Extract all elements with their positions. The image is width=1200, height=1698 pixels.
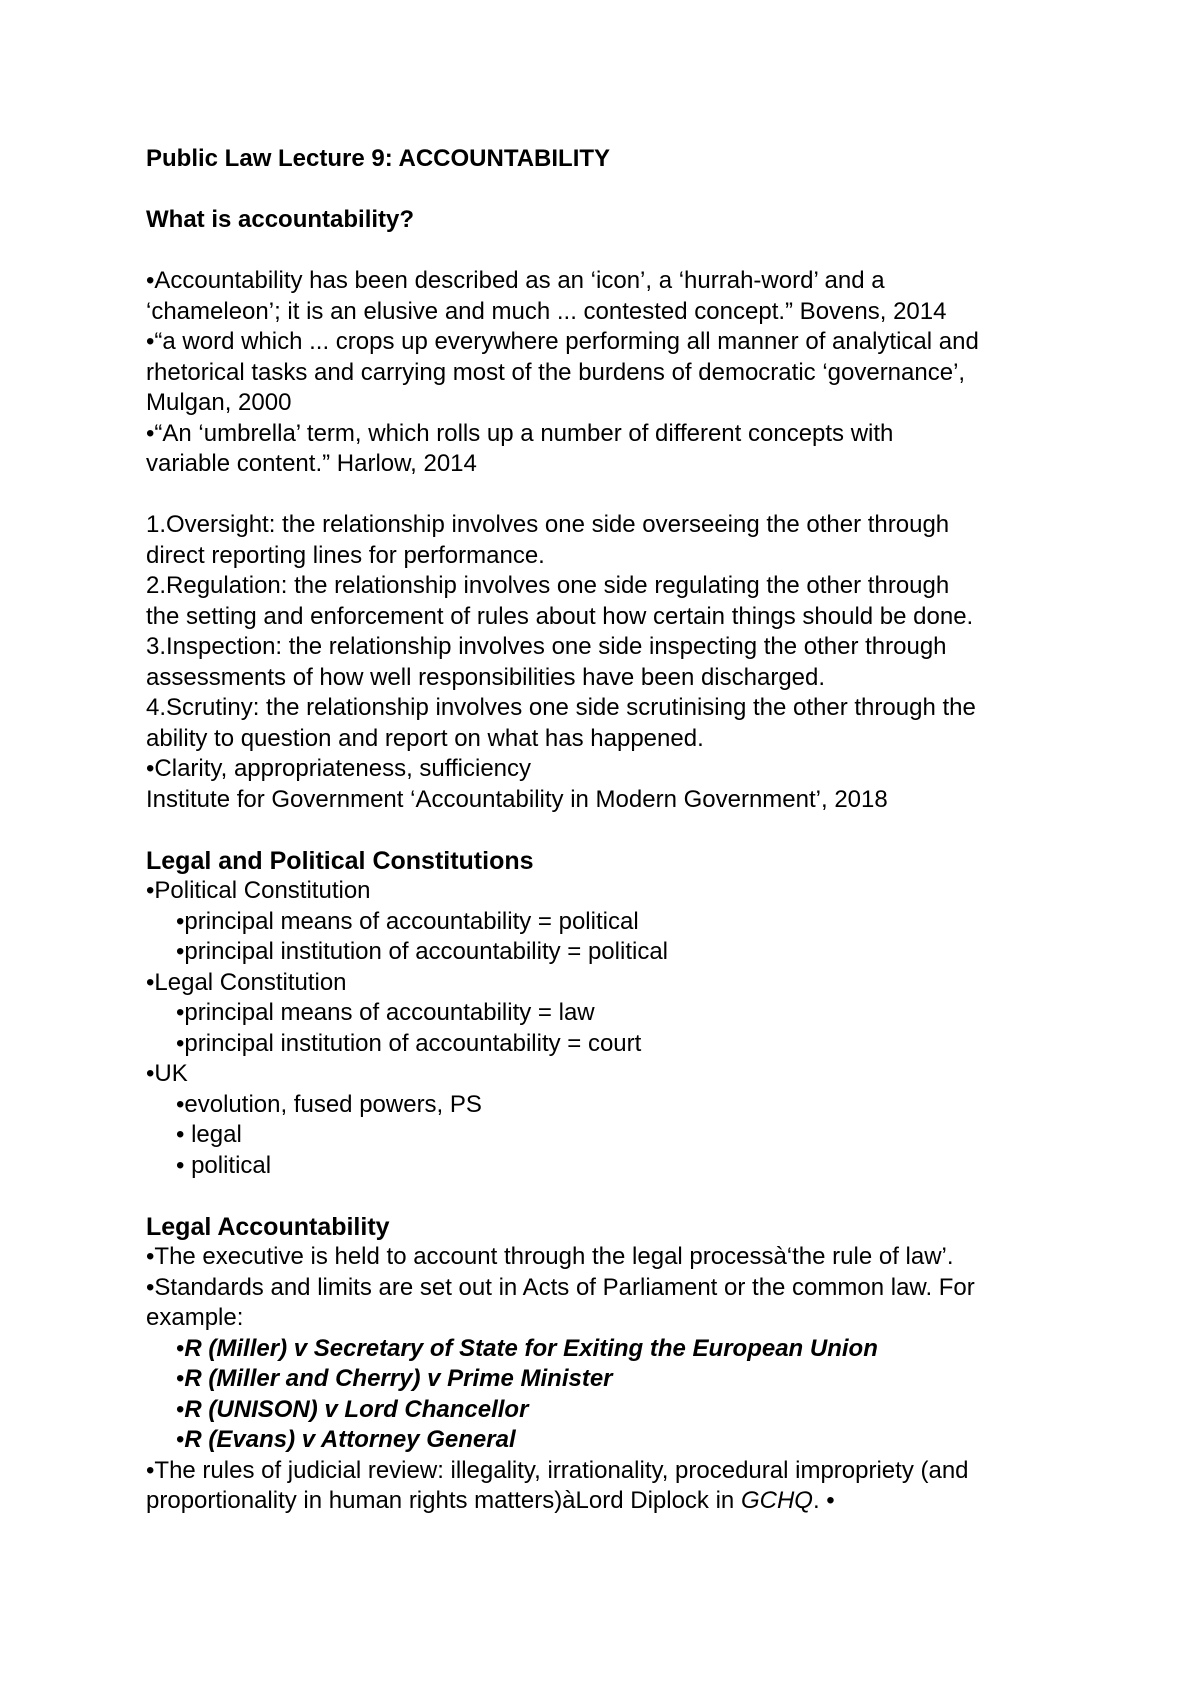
list-item: •Political Constitution — [146, 877, 371, 904]
case-bullet: • — [176, 1426, 185, 1453]
list-subitem: • political — [176, 1151, 272, 1179]
text-line: •“An ‘umbrella’ term, which rolls up a number of different concepts with — [146, 419, 894, 447]
text-line: •The executive is held to account through the legal processà‘the rule of law’. — [146, 1243, 954, 1270]
text-line: rhetorical tasks and carrying most of the burdens of democratic ‘governance’, — [146, 358, 966, 386]
text-run: proportionality in human rights matters)àLord Diplock in — [146, 1487, 741, 1514]
text-line — [146, 1486, 1106, 1517]
case-name: R (UNISON) v Lord Chancellor — [184, 1395, 529, 1423]
case-name-gchq: GCHQ — [740, 1487, 813, 1514]
list-subitem: •evolution, fused powers, PS — [176, 1090, 482, 1118]
case-bullet: • — [176, 1395, 185, 1423]
text-line: variable content.” Harlow, 2014 — [146, 450, 477, 477]
case-bullet: • — [176, 1334, 185, 1362]
document-page — [146, 144, 1106, 1517]
text-line: 2.Regulation: the relationship involves one side regulating the other through — [146, 572, 950, 599]
text-line: 3.Inspection: the relationship involves one side inspecting the other through — [146, 633, 947, 660]
text-line: •Accountability has been described as an ‘icon’, a ‘hurrah-word’ and a — [146, 267, 885, 294]
case-bullet: • — [176, 1365, 185, 1392]
spacer — [146, 815, 1106, 846]
list-subitem: •principal institution of accountability = political — [176, 938, 668, 965]
spacer — [146, 175, 1106, 206]
case-name: R (Miller) v Secretary of State for Exiting the European Union — [184, 1334, 878, 1362]
case-item — [146, 1334, 1106, 1365]
case-item — [146, 1364, 1106, 1395]
text-line: •“a word which ... crops up everywhere performing all manner of analytical and — [146, 328, 979, 355]
text-line: the setting and enforcement of rules about how certain things should be done. — [146, 602, 974, 630]
section-heading-what-is-accountability: What is accountability? — [146, 206, 415, 233]
list-subitem: •principal means of accountability = political — [176, 907, 639, 935]
text-line: ability to question and report on what has happened. — [146, 724, 704, 752]
text-line: example: — [146, 1304, 244, 1331]
text-line: •Standards and limits are set out in Acts of Parliament or the common law. For — [146, 1273, 975, 1301]
spacer — [146, 236, 1106, 267]
text-line: Institute for Government ‘Accountability in Modern Government’, 2018 — [146, 785, 888, 813]
text-line: assessments of how well responsibilities have been discharged. — [146, 663, 826, 691]
case-name: R (Evans) v Attorney General — [184, 1426, 516, 1453]
list-subitem: •principal institution of accountability = court — [176, 1029, 642, 1057]
spacer — [146, 1181, 1106, 1212]
text-line: Mulgan, 2000 — [146, 389, 292, 416]
text-line: 1.Oversight: the relationship involves one side overseeing the other through — [146, 511, 950, 538]
spacer — [146, 480, 1106, 511]
text-line: 4.Scrutiny: the relationship involves one side scrutinising the other through the — [146, 694, 976, 721]
list-subitem: • legal — [176, 1121, 242, 1148]
case-item — [146, 1395, 1106, 1426]
list-subitem: •principal means of accountability = law — [176, 999, 595, 1026]
document-title: Public Law Lecture 9: ACCOUNTABILITY — [146, 145, 611, 172]
text-run: . • — [812, 1487, 835, 1514]
text-line: •Clarity, appropriateness, sufficiency — [146, 755, 532, 782]
text-line: ‘chameleon’; it is an elusive and much ... contested concept.” Bovens, 2014 — [146, 297, 947, 325]
case-name: R (Miller and Cherry) v Prime Minister — [184, 1365, 613, 1392]
section-heading-legal-and-political-constitutions: Legal and Political Constitutions — [146, 846, 534, 875]
case-item — [146, 1425, 1106, 1456]
list-item: •Legal Constitution — [146, 968, 347, 996]
section-heading-legal-accountability: Legal Accountability — [146, 1212, 390, 1241]
text-line: direct reporting lines for performance. — [146, 541, 545, 569]
list-item: •UK — [146, 1060, 188, 1087]
text-line: •The rules of judicial review: illegality, irrationality, procedural impropriety (and — [146, 1456, 969, 1484]
